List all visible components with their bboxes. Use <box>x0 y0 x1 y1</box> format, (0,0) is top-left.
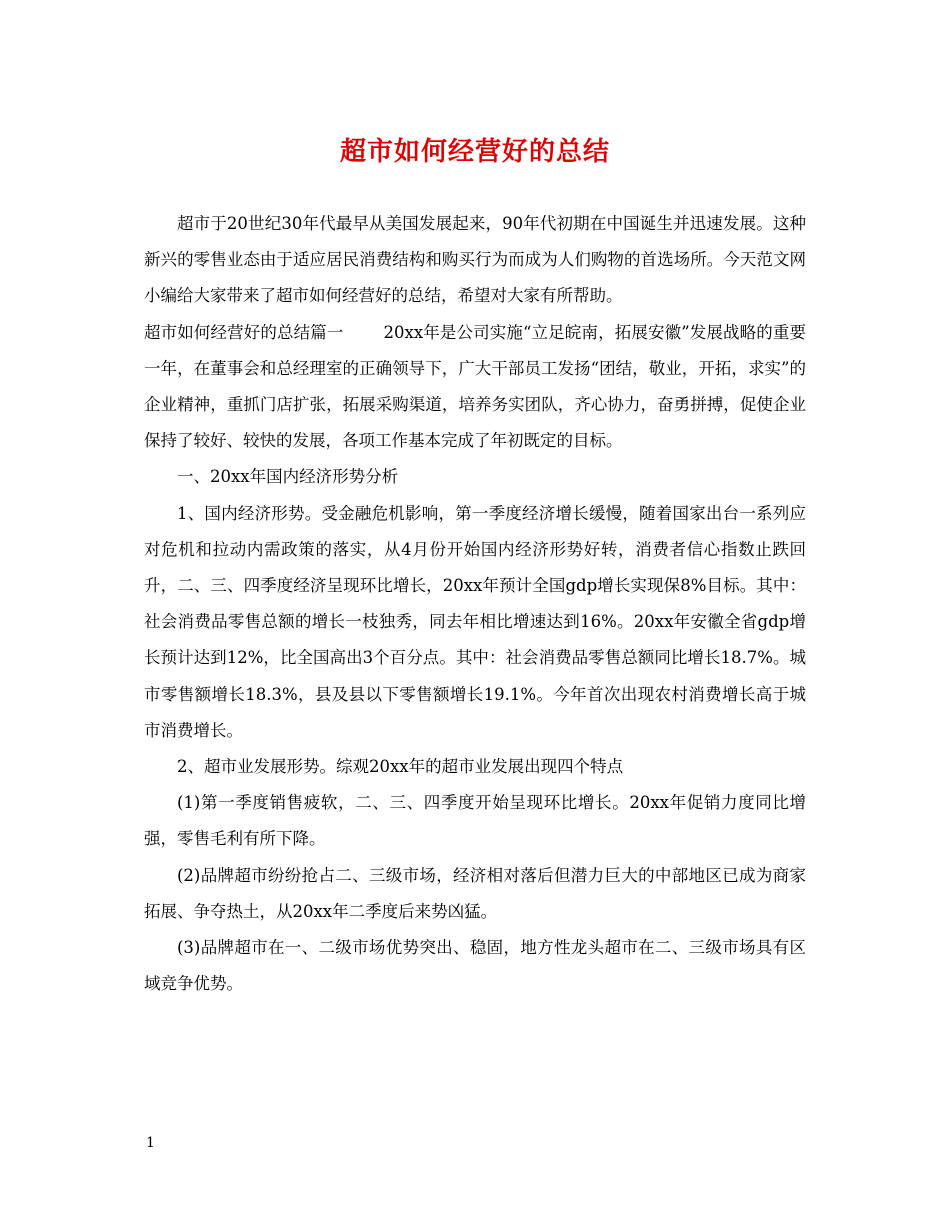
section-body: 20xx年是公司实施“立足皖南，拓展安徽”发展战略的重要一年，在董事会和总经理室的正确领导下，广大干部员工发扬“团结，敬业，开拓，求实”的企业精神，重抓门店扩张，拓展采购渠道，培养务实团队，齐心协力，奋勇拼搏，促使企业保持了较好、较快的发展，各项工作基本完成了年初既定的目标。 <box>144 322 807 451</box>
heading-economic-analysis: 一、20xx年国内经济形势分析 <box>177 467 399 487</box>
document-title: 超市如何经营好的总结 <box>339 137 610 167</box>
paragraph-supermarket-trends: 2、超市业发展形势。综观20xx年的超市业发展出现四个特点 <box>177 757 624 777</box>
document-body <box>144 206 806 1002</box>
intro-paragraph: 超市于20世纪30年代最早从美国发展起来，90年代初期在中国诞生并迅速发展。这种新兴的零售业态由于适应居民消费结构和购买行为而成为人们购物的首选场所。今天范文网小编给大家带来了超市如何经营好的总结，希望对大家有所帮助。 <box>144 214 806 306</box>
paragraph-domestic-economy: 1、国内经济形势。受金融危机影响，第一季度经济增长缓慢，随着国家出台一系列应对危机和拉动内需政策的落实，从4月份开始国内经济形势好转，消费者信心指数止跌回升，二、三、四季度经济呈现环比增长，20xx年预计全国gdp增长实现保8%目标。其中：社会消费品零售总额的增长一枝独秀，同去年相比增速达到16%。20xx年安徽全省gdp增长预计达到12%，比全国高出3个百分点。其中：社会消费品零售总额同比增长18.7%。城市零售额增长18.3%，县及县以下零售额增长19.1%。今年首次出现农村消费增长高于城市消费增长。 <box>144 503 806 740</box>
page-number: 1 <box>146 1135 155 1151</box>
section-heading: 超市如何经营好的总结篇一 <box>144 322 344 342</box>
list-item-1: (1)第一季度销售疲软，二、三、四季度开始呈现环比增长。20xx年促销力度同比增强，零售毛利有所下降。 <box>144 793 806 849</box>
section-paragraph <box>144 315 806 460</box>
list-item-2: (2)品牌超市纷纷抢占二、三级市场，经济相对落后但潜力巨大的中部地区已成为商家拓展、争夺热土，从20xx年二季度后来势凶猛。 <box>144 865 806 921</box>
list-item-3: (3)品牌超市在一、二级市场优势突出、稳固，地方性龙头超市在二、三级市场具有区域竞争优势。 <box>144 938 806 994</box>
